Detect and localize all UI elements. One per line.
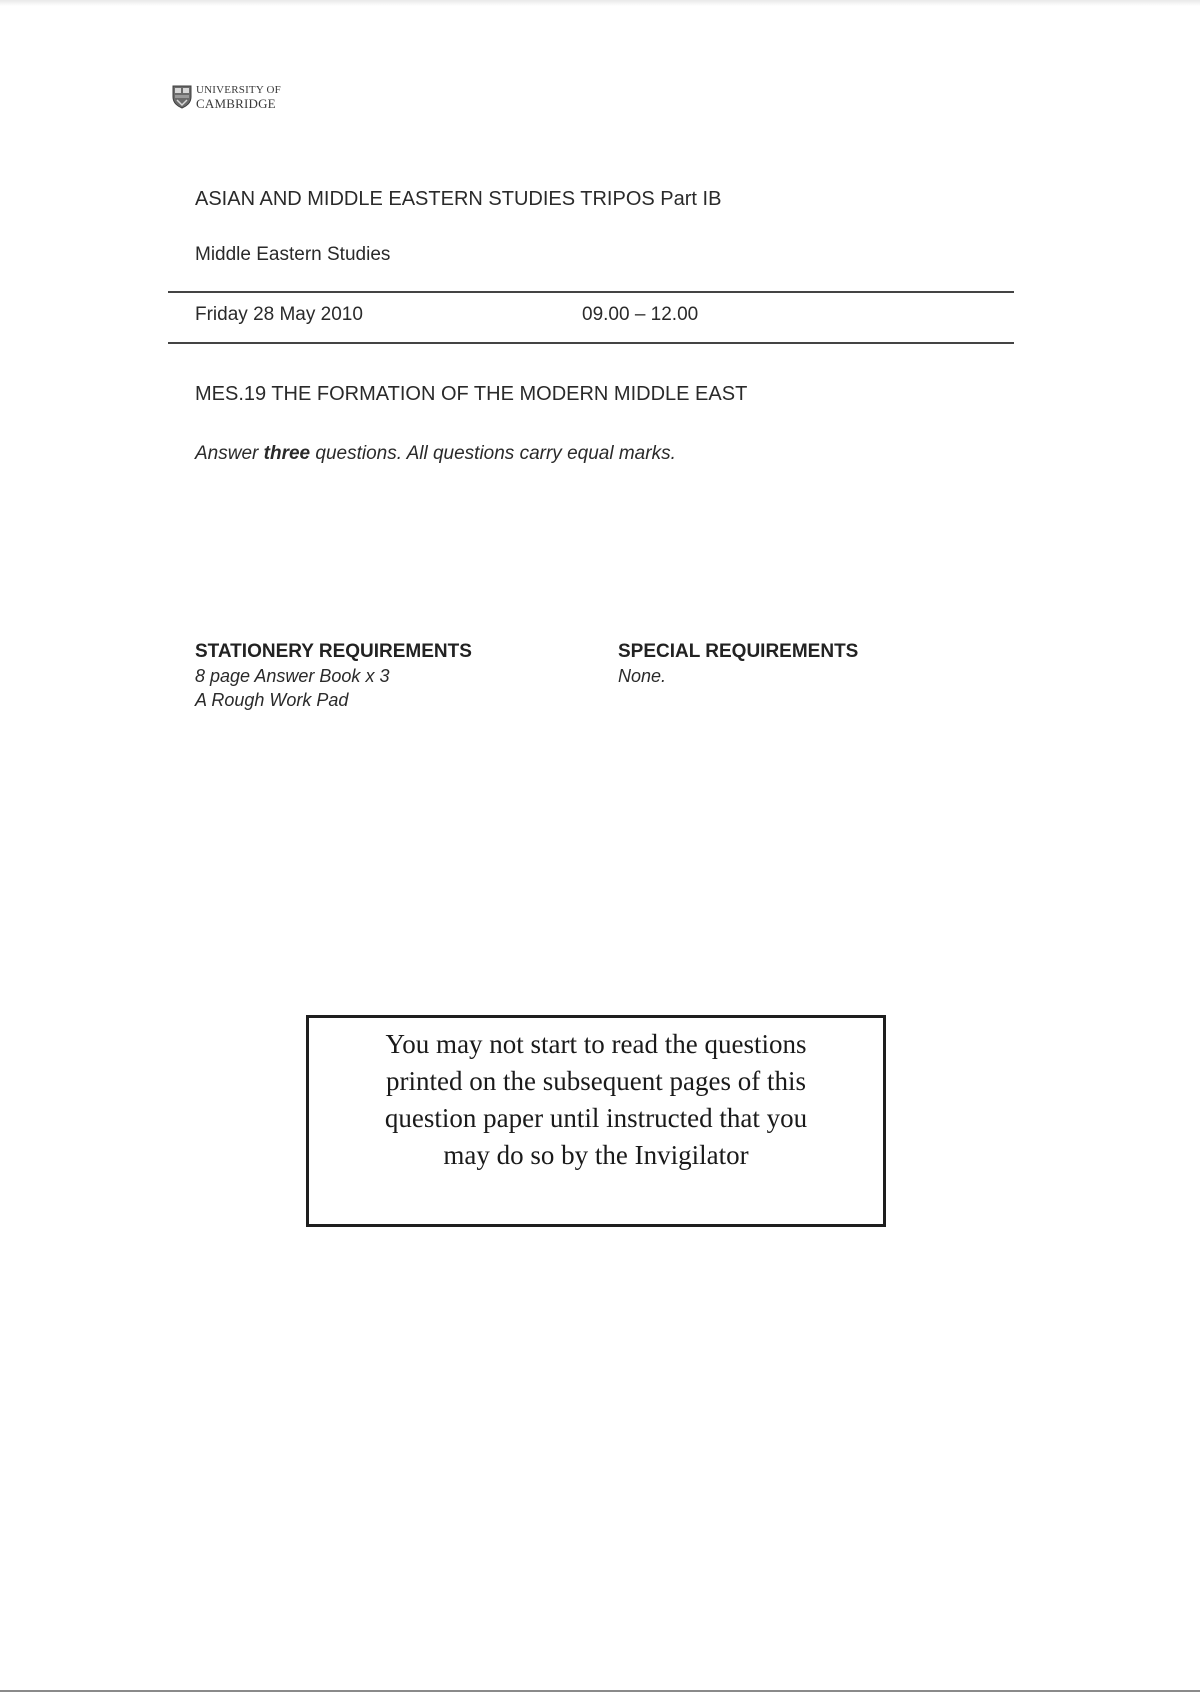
notice-line: You may not start to read the questions	[385, 1029, 807, 1059]
tripos-title: ASIAN AND MIDDLE EASTERN STUDIES TRIPOS Part IB	[195, 188, 722, 210]
exam-instructions	[195, 443, 676, 465]
divider-bottom	[168, 342, 1014, 344]
instructions-emphasis: three	[263, 443, 311, 464]
special-item: None.	[618, 666, 667, 686]
instructions-suffix: questions. All questions carry equal marks.	[310, 443, 676, 464]
page-bottom-edge	[0, 1690, 1200, 1692]
instructions-prefix: Answer	[195, 443, 264, 464]
wordmark-line-1: UNIVERSITY OF	[196, 84, 281, 96]
page-top-edge	[0, 0, 1200, 6]
notice-line: question paper until instructed that you	[384, 1103, 808, 1133]
notice-line: may do so by the Invigilator	[443, 1140, 749, 1170]
notice-text-container	[0, 1022, 1200, 1174]
special-heading: SPECIAL REQUIREMENTS	[618, 641, 859, 662]
paper-title: MES.19 THE FORMATION OF THE MODERN MIDDLE EAST	[195, 383, 748, 405]
stationery-heading: STATIONERY REQUIREMENTS	[195, 641, 472, 662]
exam-time: 09.00 – 12.00	[582, 304, 699, 325]
university-crest-icon	[172, 85, 192, 109]
exam-date: Friday 28 May 2010	[195, 304, 363, 325]
university-logo	[172, 83, 281, 111]
notice-line: printed on the subsequent pages of this	[386, 1066, 806, 1096]
wordmark-line-2: CAMBRIDGE	[196, 96, 276, 111]
divider-top	[168, 291, 1014, 293]
stationery-item: 8 page Answer Book x 3	[195, 666, 390, 686]
subject-name: Middle Eastern Studies	[195, 244, 391, 265]
stationery-item: A Rough Work Pad	[195, 690, 349, 710]
special-requirements	[618, 640, 858, 688]
invigilator-notice	[306, 1022, 886, 1174]
stationery-requirements	[195, 640, 472, 712]
university-wordmark	[196, 83, 281, 111]
